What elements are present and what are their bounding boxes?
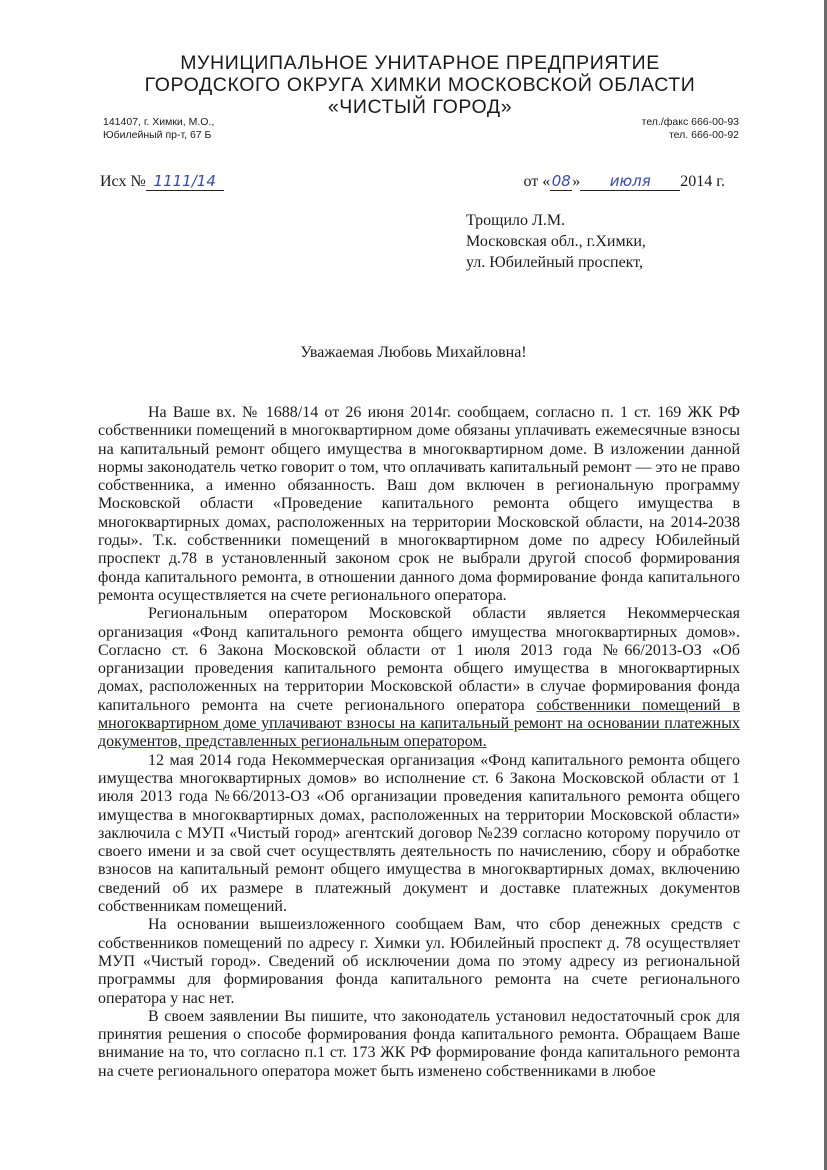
letter-date bbox=[523, 172, 725, 191]
letterhead-line-2: ГОРОДСКОГО ОКРУГА ХИМКИ МОСКОВСКОЙ ОБЛАСТИ bbox=[144, 74, 696, 96]
paragraph-1: На Ваше вх. № 1688/14 от 26 июня 2014г. сообщаем, согласно п. 1 ст. 169 ЖК РФ собственники помещений в многоквартирном доме обязаны уплачивать ежемесячные взносы на капитальный ремонт общего имущества в многоквартирном доме. В изложении данной нормы законодатель четко говорит о том, что оплачивать капитальный ремонт — это не право собственника, а именно обязанность. Ваш дом включен в региональную программу Московской области «Проведение капитального ремонта общего имущества в многоквартирных домах, расположенных на территории Московской области, на 2014-2038 годы». Т.к. собственники помещений в многоквартирном доме по адресу Юбилейный проспект д.78 в установленный законом срок не выбрали другой способ формирования фонда капитального ремонта, в отношении данного дома формирование фонда капитального ремонта осуществляется на счете регионального оператора. bbox=[98, 404, 740, 604]
sender-phones bbox=[642, 116, 739, 142]
recipient-name: Трощило Л.М. bbox=[466, 212, 566, 229]
salutation: Уважаемая Любовь Михайловна! bbox=[300, 344, 527, 361]
recipient-city: Московская обл., г.Химки, bbox=[466, 233, 646, 250]
reference-label: Исх № bbox=[100, 173, 146, 190]
address-line-1: 141407, г. Химки, М.О., bbox=[103, 116, 215, 128]
date-year: 2014 г. bbox=[680, 173, 725, 190]
recipient-block bbox=[466, 210, 646, 273]
phone-fax: тел./факс 666-00-93 bbox=[641, 116, 739, 128]
letterhead-line-1: МУНИЦИПАЛЬНОЕ УНИТАРНОЕ ПРЕДПРИЯТИЕ bbox=[180, 52, 660, 74]
paragraph-2-text: Региональным оператором Московской области является Некоммерческая организация «Фонд капитального ремонта общего имущества многоквартирных домов». Согласно ст. 6 Закона Московской области от 1 июля 2013 года №66/2013-ОЗ «Об организации проведения капитального ремонта общего имущества в многоквартирных домах, расположенных на территории Московской области» в случае формирования фонда капитального ремонта на счете регионального оператора bbox=[98, 605, 740, 714]
date-day: 08 bbox=[551, 172, 571, 190]
letterhead bbox=[100, 52, 740, 118]
outgoing-reference bbox=[100, 172, 224, 191]
paragraph-5: В своем заявлении Вы пишите, что законодатель установил недостаточный срок для принятия решения о способе формирования фонда капитального ремонта. Обращаем Ваше внимание на то, что согласно п.1 ст. 173 ЖК РФ формирование фонда капитального ремонта на счете регионального оператора может быть изменено собственниками в любое bbox=[98, 1007, 740, 1080]
paragraph-2-underlined: собственники помещений в многоквартирном доме уплачивают взносы на капитальный ремонт на основании платежных документов, представленных региональным оператором. bbox=[98, 696, 740, 751]
address-line-2: Юбилейный пр-т, 67 Б bbox=[103, 129, 212, 141]
paragraph-4: На основании вышеизложенного сообщаем Вам, что сбор денежных средств с собственников помещений по адресу г. Химки ул. Юбилейный проспект д. 78 осуществляет МУП «Чистый город». Сведений об исключении дома по этому адресу из региональной программы для формирования фонда капитального ремонта на счете регионального оператора у нас нет. bbox=[98, 916, 740, 1007]
date-prefix: от « bbox=[523, 173, 551, 190]
recipient-street: ул. Юбилейный проспект, bbox=[466, 254, 644, 271]
reference-number: 1111/14 bbox=[146, 172, 224, 191]
letter-body bbox=[98, 404, 740, 1081]
paragraph-3: 12 мая 2014 года Некоммерческая организация «Фонд капитального ремонта общего имущества многоквартирных домов» во исполнение ст. 6 Закона Московской области от 1 июля 2013 года №66/2013-ОЗ «Об организации проведения капитального ремонта общего имущества в многоквартирных домах, расположенных на территории Московской области» заключила с МУП «Чистый город» агентский договор №239 согласно которому поручило от своего имени и за свой счет осуществлять деятельность по начислению, сбору и обработке взносов на капитальный ремонт общего имущества в многоквартирных домах, включению сведений об их размере в платежный документ и доставке платежных документов собственникам помещений. bbox=[98, 751, 740, 916]
sender-address bbox=[103, 116, 214, 142]
date-quote: » bbox=[572, 173, 581, 190]
paragraph-2 bbox=[98, 605, 740, 751]
letterhead-line-3: «ЧИСТЫЙ ГОРОД» bbox=[327, 96, 513, 118]
phone: тел. 666-00-92 bbox=[668, 129, 739, 141]
date-month: июля bbox=[580, 172, 680, 191]
